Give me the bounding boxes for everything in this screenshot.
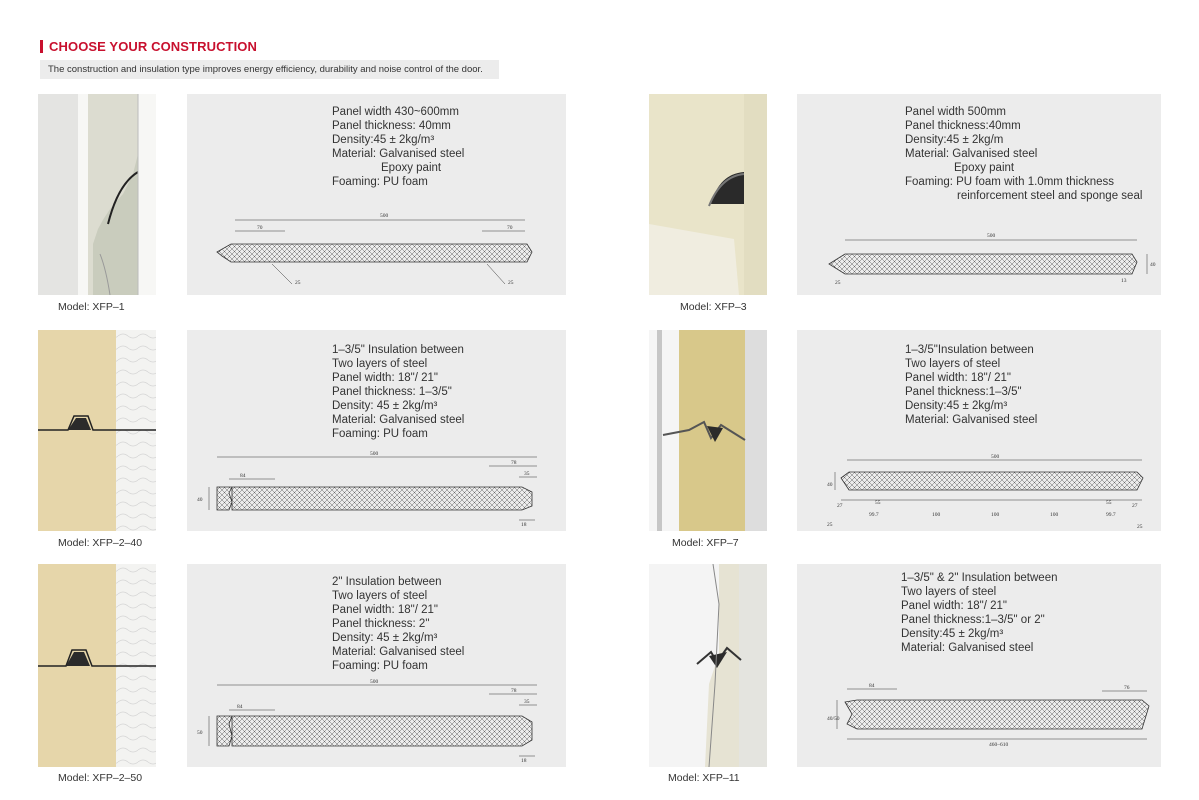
spec-line: reinforcement steel and sponge seal [957, 190, 1143, 202]
xfp7-photo [649, 330, 767, 531]
dim-right-78: 78 [511, 460, 517, 466]
spec-line: Epoxy paint [954, 162, 1015, 174]
dim-right: 13 [1121, 278, 1127, 284]
xfp11-photo [649, 564, 767, 767]
heading-marker [40, 40, 43, 53]
spec-line: Material: Galvanised steel [332, 646, 465, 658]
dim-thickness: 40 [197, 497, 203, 503]
spec-line: Panel thickness: 2" [332, 618, 430, 630]
dim-seg-3: 99.7 [869, 512, 879, 518]
dim-left: 84 [237, 704, 243, 710]
dim-seg-2: 55 [875, 500, 881, 506]
dim-right-78: 78 [511, 688, 517, 694]
dim-left: 84 [240, 473, 246, 479]
dim-thickness: 40/50 [827, 716, 840, 722]
dim-width: 500 [991, 454, 1000, 460]
dim-seg-9: 27 [1132, 503, 1138, 509]
xfp7-spec-panel [797, 330, 1161, 531]
spec-line: 2" Insulation between [332, 576, 442, 588]
dim-bottom: 18 [521, 522, 527, 528]
dim-seg-8: 55 [1106, 500, 1112, 506]
spec-line: Panel thickness:1–3/5" or 2" [901, 614, 1045, 626]
dim-seg-5: 100 [991, 512, 1000, 518]
spec-line: Panel width: 18"/ 21" [332, 604, 438, 616]
spec-line: Panel width 500mm [905, 106, 1006, 118]
spec-line: 1–3/5"Insulation between [905, 344, 1034, 356]
spec-line: Density:45 ± 2kg/m³ [332, 134, 435, 146]
xfp1-model-label: Model: XFP–1 [58, 301, 125, 313]
dim-seg-6: 100 [1050, 512, 1059, 518]
spec-line: Panel thickness: 40mm [332, 120, 451, 132]
spec-line: Material: Galvanised steel [332, 148, 465, 160]
dim-seg-11: 25 [1137, 524, 1143, 530]
dim-right: 70 [507, 225, 513, 231]
xfp3-profile-drawing [797, 94, 1161, 295]
spec-line: Density:45 ± 2kg/m [905, 134, 1004, 146]
dim-thickness: 50 [197, 730, 203, 736]
spec-line: Panel width: 18"/ 21" [332, 372, 438, 384]
spec-line: Panel thickness:1–3/5" [905, 386, 1022, 398]
spec-line: Density:45 ± 2kg/m³ [901, 628, 1004, 640]
spec-line: Foaming: PU foam [332, 428, 428, 440]
spec-line: 1–3/5" Insulation between [332, 344, 464, 356]
spec-line: Foaming: PU foam [332, 176, 428, 188]
xfp240-photo [38, 330, 156, 531]
dim-right-35: 35 [524, 471, 530, 477]
spec-line: Two layers of steel [905, 358, 1001, 370]
dim-seg-10: 25 [827, 522, 833, 528]
xfp7-profile-drawing [797, 330, 1161, 531]
dim-seg-1: 27 [837, 503, 843, 509]
spec-line: Epoxy paint [381, 162, 442, 174]
dim-left: 25 [835, 280, 841, 286]
xfp11-profile-drawing [797, 564, 1161, 767]
spec-line: Two layers of steel [332, 590, 428, 602]
dim-bottom: 18 [521, 758, 527, 764]
xfp250-photo [38, 564, 156, 767]
xfp11-model-label: Model: XFP–11 [668, 772, 740, 784]
dim-width: 500 [380, 213, 389, 219]
spec-line: Panel width 430~600mm [332, 106, 459, 118]
dim-seg-7: 99.7 [1106, 512, 1116, 518]
xfp1-spec-panel [187, 94, 566, 295]
spec-line: Foaming: PU foam [332, 660, 428, 672]
spec-line: Panel width: 18"/ 21" [905, 372, 1011, 384]
xfp3-photo [649, 94, 767, 295]
spec-line: Material: Galvanised steel [332, 414, 465, 426]
spec-line: 1–3/5" & 2" Insulation between [901, 572, 1058, 584]
spec-line: Panel thickness:40mm [905, 120, 1021, 132]
spec-line: Panel width: 18"/ 21" [901, 600, 1007, 612]
dim-right: 76 [1124, 685, 1130, 691]
spec-line: Two layers of steel [332, 358, 428, 370]
xfp7-model-label: Model: XFP–7 [672, 537, 739, 549]
spec-line: Density:45 ± 2kg/m³ [905, 400, 1008, 412]
spec-line: Density: 45 ± 2kg/m³ [332, 400, 438, 412]
spec-line: Material: Galvanised steel [905, 414, 1038, 426]
dim-left: 70 [257, 225, 263, 231]
spec-line: Panel thickness: 1–3/5" [332, 386, 452, 398]
spec-line: Density: 45 ± 2kg/m³ [332, 632, 438, 644]
xfp240-model-label: Model: XFP–2–40 [58, 537, 143, 549]
dim-thickness: 40 [1150, 262, 1156, 268]
dim-thickness: 40 [827, 482, 833, 488]
dim-groove-right: 25 [508, 280, 514, 286]
spec-line: Two layers of steel [901, 586, 997, 598]
spec-line: Material: Galvanised steel [905, 148, 1038, 160]
heading-title: CHOOSE YOUR CONSTRUCTION [49, 39, 258, 54]
xfp1-photo [38, 94, 156, 295]
dim-seg-4: 100 [932, 512, 941, 518]
dim-width: 500 [370, 451, 379, 457]
dim-width: 500 [370, 679, 379, 685]
xfp250-spec-panel [187, 564, 566, 767]
xfp1-profile-drawing [187, 94, 566, 295]
dim-right-35: 35 [524, 699, 530, 705]
dim-width: 500 [987, 233, 996, 239]
xfp250-profile-drawing [187, 564, 566, 767]
dim-groove-left: 25 [295, 280, 301, 286]
dim-width: 460–610 [989, 742, 1009, 748]
xfp250-model-label: Model: XFP–2–50 [58, 772, 143, 784]
xfp240-spec-panel [187, 330, 566, 531]
xfp3-model-label: Model: XFP–3 [680, 301, 747, 313]
xfp240-profile-drawing [187, 330, 566, 531]
xfp3-spec-panel [797, 94, 1161, 295]
spec-line: Foaming: PU foam with 1.0mm thickness [905, 176, 1114, 188]
section-heading [40, 39, 257, 54]
heading-subtitle: The construction and insulation type improves energy efficiency, durability and noise control of the door. [40, 60, 499, 79]
xfp11-spec-panel [797, 564, 1161, 767]
dim-left: 84 [869, 683, 875, 689]
spec-line: Material: Galvanised steel [901, 642, 1034, 654]
